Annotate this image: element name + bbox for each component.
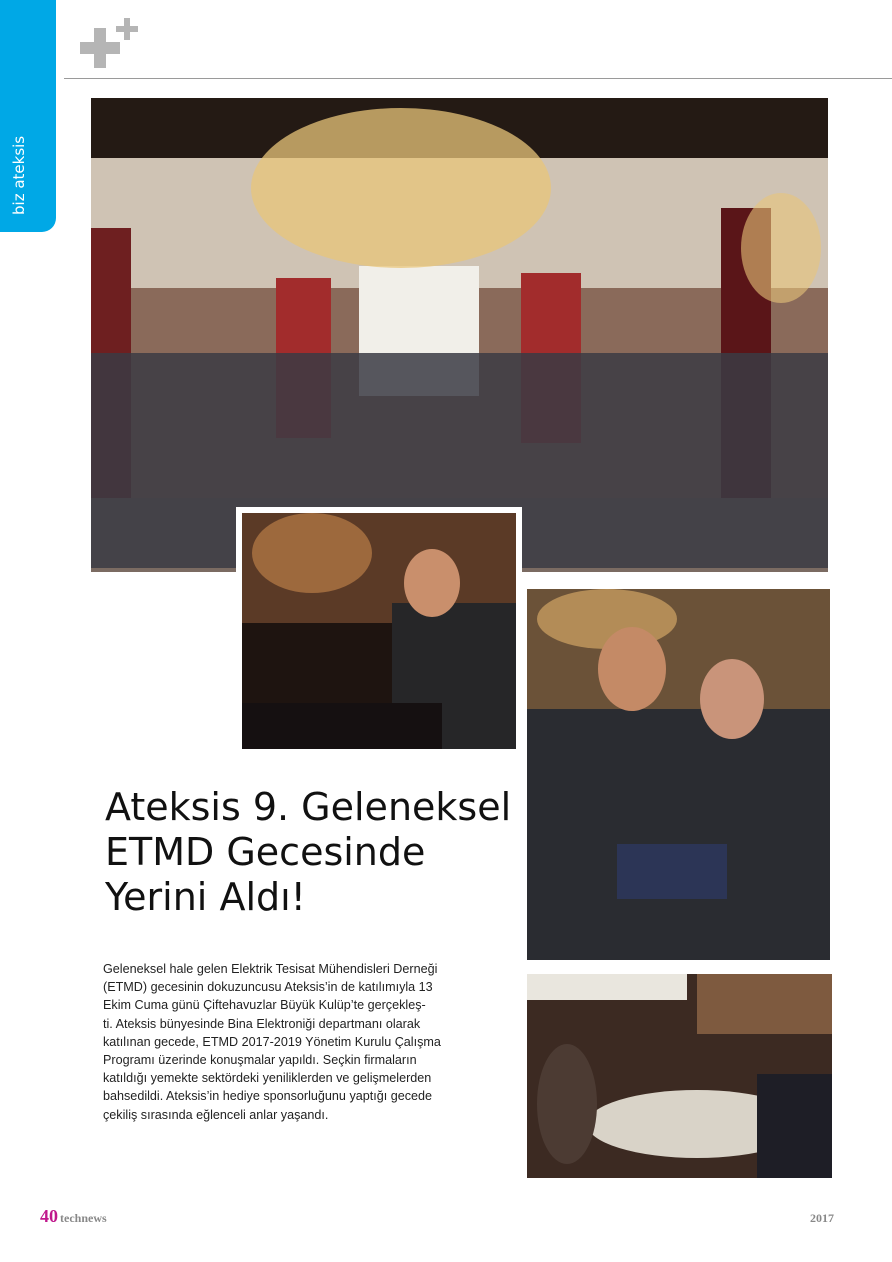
speaker-photo xyxy=(236,507,522,755)
page-number: 40 xyxy=(40,1206,58,1226)
body-line: ti. Ateksis bünyesinde Bina Elektroniği departmanı olarak xyxy=(103,1016,421,1031)
section-tab-label: biz ateksis xyxy=(10,135,28,215)
section-tab xyxy=(0,0,56,232)
body-line: (ETMD) gecesinin dokuzuncusu Ateksis’in de katılımıyla 13 xyxy=(103,980,433,995)
headline-line: Ateksis 9. Geleneksel xyxy=(105,785,512,829)
body-line: Geleneksel hale gelen Elektrik Tesisat Mühendisleri Derneği xyxy=(103,962,438,976)
body-line: bahsedildi. Ateksis’in hediye sponsorluğunu yaptığı gecede xyxy=(103,1089,433,1104)
issue-year: 2017 xyxy=(810,1211,834,1225)
plus-cross-logo-icon xyxy=(80,16,144,72)
folio xyxy=(40,1206,107,1227)
body-line: Programı üzerinde konuşmalar yapıldı. Seçkin firmaların xyxy=(103,1053,417,1068)
article-body xyxy=(103,960,488,1124)
magazine-name: technews xyxy=(60,1211,107,1225)
body-line: katıldığı yemekte sektördeki yeniliklerden ve gelişmelerden xyxy=(103,1071,432,1086)
dinner-table-photo xyxy=(527,974,832,1178)
header-rule xyxy=(64,78,892,79)
body-line: katılınan gecede, ETMD 2017-2019 Yönetim Kurulu Çalışma xyxy=(103,1034,441,1049)
article-headline xyxy=(105,785,525,920)
headline-line: ETMD Gecesinde xyxy=(105,830,426,874)
group-photo xyxy=(91,98,828,572)
body-line: çekiliş sırasında eğlenceli anlar yaşandı. xyxy=(103,1107,329,1122)
award-photo xyxy=(527,589,830,960)
body-line: Ekim Cuma günü Çiftehavuzlar Büyük Kulüp’te gerçekleş- xyxy=(103,998,426,1013)
headline-line: Yerini Aldı! xyxy=(105,875,306,919)
